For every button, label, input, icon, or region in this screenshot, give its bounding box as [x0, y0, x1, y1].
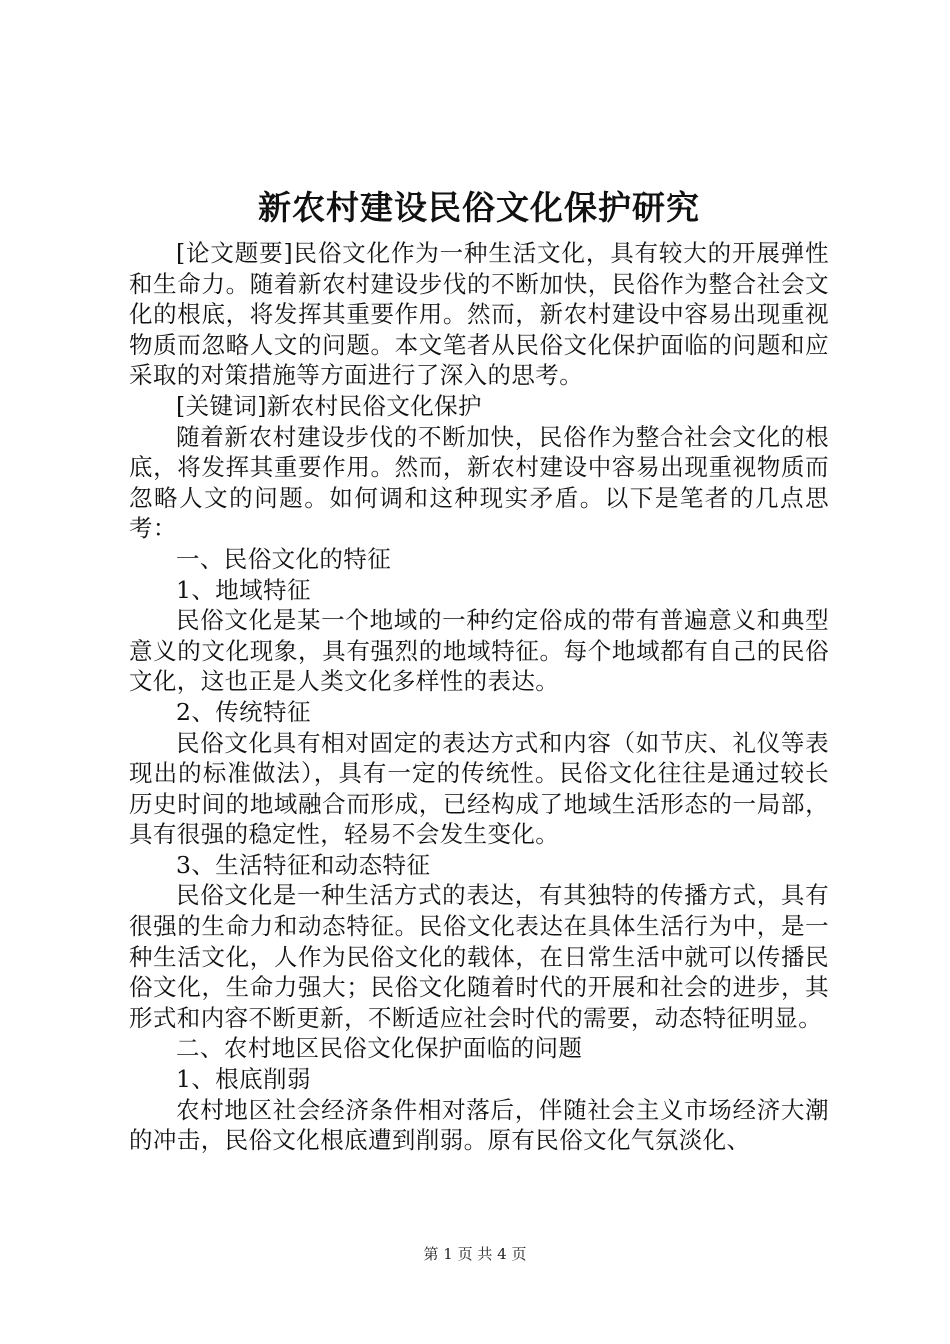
keywords-paragraph: [关键词]新农村民俗文化保护 [176, 391, 482, 420]
body-paragraph: 农村地区社会经济条件相对落后，伴随社会主义市场经济大潮的冲击，民俗文化根底遭到削弱。原有民俗文化气氛淡化、 [129, 1095, 829, 1155]
subsection-heading: 3、生活特征和动态特征 [176, 850, 431, 879]
body-paragraph: 民俗文化是一种生活方式的表达，有其独特的传播方式，具有很强的生命力和动态特征。民俗文化表达在具体生活行为中，是一种生活文化，人作为民俗文化的载体，在日常生活中就可以传播民俗文化，生命力强大；民俗文化随着时代的开展和社会的进步，其形式和内容不断更新，不断适应社会时代的需要，动态特征明显。 [129, 881, 829, 1032]
body-paragraph: 民俗文化是某一个地域的一种约定俗成的带有普遍意义和典型意义的文化现象，具有强烈的地域特征。每个地域都有自己的民俗文化，这也正是人类文化多样性的表达。 [129, 606, 829, 696]
intro-paragraph: 随着新农村建设步伐的不断加快，民俗作为整合社会文化的根底，将发挥其重要作用。然而，新农村建设中容易出现重视物质而忽略人文的问题。如何调和这种现实矛盾。以下是笔者的几点思考： [129, 422, 829, 543]
abstract-paragraph: [论文题要]民俗文化作为一种生活文化，具有较大的开展弹性和生命力。随着新农村建设步伐的不断加快，民俗作为整合社会文化的根底，将发挥其重要作用。然而，新农村建设中容易出现重视物质而忽略人文的问题。本文笔者从民俗文化保护面临的问题和应采取的对策措施等方面进行了深入的思考。 [129, 239, 829, 390]
document-page [129, 180, 829, 1156]
body-paragraph: 民俗文化具有相对固定的表达方式和内容（如节庆、礼仪等表现出的标准做法），具有一定的传统性。民俗文化往往是通过较长历史时间的地域融合而形成，已经构成了地域生活形态的一局部，具有很强的稳定性，轻易不会发生变化。 [129, 728, 829, 849]
document-title: 新农村建设民俗文化保护研究 [258, 188, 700, 227]
section-heading: 一、民俗文化的特征 [176, 544, 392, 573]
subsection-heading: 1、根底削弱 [176, 1065, 311, 1094]
subsection-heading: 1、地域特征 [176, 575, 311, 604]
section-heading: 二、农村地区民俗文化保护面临的问题 [176, 1034, 583, 1063]
page-footer: 第 1 页 共 4 页 [423, 1245, 527, 1263]
subsection-heading: 2、传统特征 [176, 697, 311, 726]
